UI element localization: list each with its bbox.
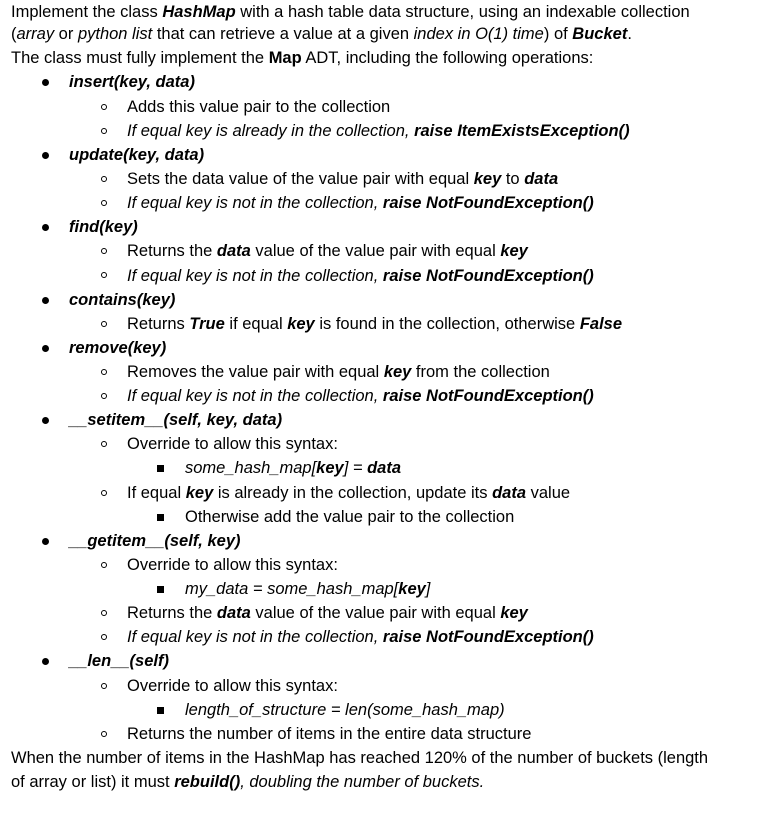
op-len-desc-2: Returns the number of items in the entire data structure <box>127 725 532 743</box>
op-insert-desc-2: If equal key is already in the collection, raise ItemExistsException() <box>127 122 630 140</box>
bullet-circle-icon <box>101 128 107 134</box>
bullet-square-icon <box>157 465 164 472</box>
bullet-dot-icon <box>42 658 49 665</box>
bullet-dot-icon <box>42 224 49 231</box>
op-len-desc-1: Override to allow this syntax: <box>127 677 338 695</box>
bullet-circle-icon <box>101 176 107 182</box>
op-setitem-syntax: some_hash_map[key] = data <box>185 459 402 477</box>
bullet-circle-icon <box>101 272 107 278</box>
bullet-circle-icon <box>101 731 107 737</box>
bullet-dot-icon <box>42 417 49 424</box>
bullet-circle-icon <box>101 634 107 640</box>
bullet-circle-icon <box>101 393 107 399</box>
op-getitem-signature: __getitem__(self, key) <box>69 532 241 550</box>
op-find-desc-2: If equal key is not in the collection, raise NotFoundException() <box>127 267 594 285</box>
bullet-dot-icon <box>42 345 49 352</box>
op-getitem-desc-3: If equal key is not in the collection, raise NotFoundException() <box>127 628 594 646</box>
bullet-circle-icon <box>101 369 107 375</box>
op-insert-desc-1: Adds this value pair to the collection <box>127 98 391 116</box>
bullet-square-icon <box>157 707 164 714</box>
bullet-circle-icon <box>101 321 107 327</box>
op-setitem-subdesc: Otherwise add the value pair to the collection <box>185 508 515 526</box>
bullet-dot-icon <box>42 297 49 304</box>
op-len-signature: __len__(self) <box>69 652 169 670</box>
outro-line-1: When the number of items in the HashMap has reached 120% of the number of buckets (length <box>11 749 709 767</box>
op-remove-signature: remove(key) <box>69 339 167 357</box>
bullet-circle-icon <box>101 562 107 568</box>
op-getitem-syntax: my_data = some_hash_map[key] <box>185 580 431 598</box>
op-setitem-signature: __setitem__(self, key, data) <box>69 411 283 429</box>
bullet-circle-icon <box>101 490 107 496</box>
op-contains-signature: contains(key) <box>69 291 176 309</box>
bullet-dot-icon <box>42 79 49 86</box>
bullet-square-icon <box>157 586 164 593</box>
op-insert-signature: insert(key, data) <box>69 73 195 91</box>
op-remove-desc-2: If equal key is not in the collection, raise NotFoundException() <box>127 387 594 405</box>
op-getitem-desc-1: Override to allow this syntax: <box>127 556 338 574</box>
bullet-dot-icon <box>42 538 49 545</box>
intro-line-1: Implement the class HashMap with a hash table data structure, using an indexable collection <box>11 3 690 21</box>
bullet-square-icon <box>157 514 164 521</box>
op-len-syntax: length_of_structure = len(some_hash_map) <box>185 701 505 719</box>
op-contains-desc-1: Returns True if equal key is found in the collection, otherwise False <box>127 315 623 333</box>
op-getitem-desc-2: Returns the data value of the value pair with equal key <box>127 604 528 622</box>
bullet-circle-icon <box>101 200 107 206</box>
op-remove-desc-1: Removes the value pair with equal key from the collection <box>127 363 550 381</box>
bullet-dot-icon <box>42 152 49 159</box>
op-find-desc-1: Returns the data value of the value pair with equal key <box>127 242 528 260</box>
bullet-circle-icon <box>101 610 107 616</box>
bullet-circle-icon <box>101 104 107 110</box>
op-update-signature: update(key, data) <box>69 146 205 164</box>
outro-line-2: of array or list) it must rebuild(), doubling the number of buckets. <box>11 773 485 791</box>
op-update-desc-1: Sets the data value of the value pair with equal key to data <box>127 170 559 188</box>
intro-line-2: (array or python list that can retrieve a value at a given index in O(1) time) of Bucket. <box>11 25 632 43</box>
op-find-signature: find(key) <box>69 218 138 236</box>
bullet-circle-icon <box>101 441 107 447</box>
intro-line-3: The class must fully implement the Map ADT, including the following operations: <box>11 49 594 67</box>
op-setitem-desc-1: Override to allow this syntax: <box>127 435 338 453</box>
op-setitem-desc-2: If equal key is already in the collection, update its data value <box>127 484 571 502</box>
op-update-desc-2: If equal key is not in the collection, raise NotFoundException() <box>127 194 594 212</box>
bullet-circle-icon <box>101 683 107 689</box>
bullet-circle-icon <box>101 248 107 254</box>
